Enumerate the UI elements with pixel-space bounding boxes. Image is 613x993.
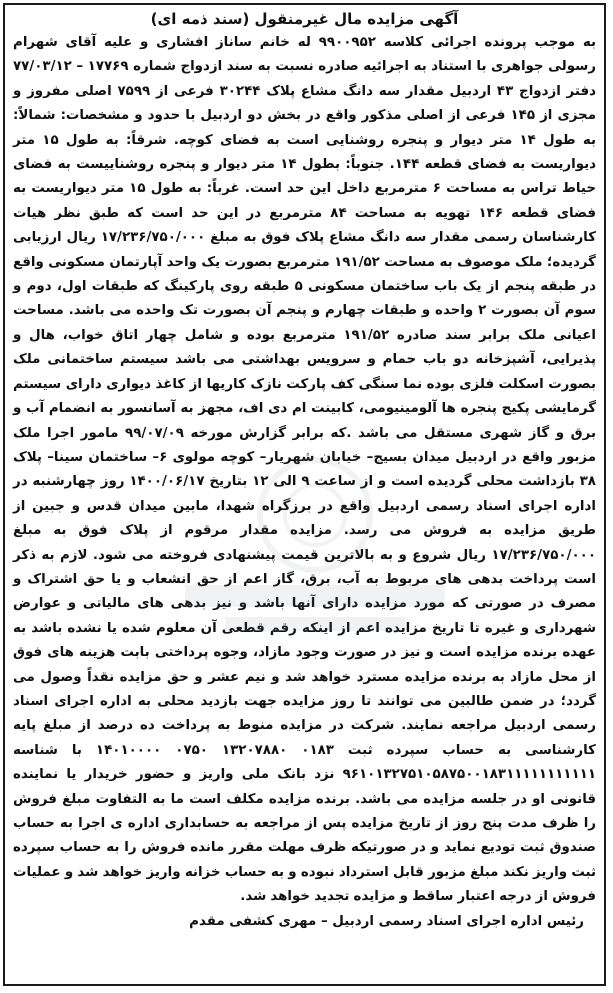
notice-title: آگهی مزایده مال غیرمنقول (سند ذمه ای) (150, 10, 459, 28)
notice-body: به موجب پرونده اجرائی کلاسه ۹۹۰۰۹۵۲ له خانم ساناز افشاری و علیه آقای شهرام رسولی جواهری با استناد به اجرائیه صادره نسبت به سند ازدواج شماره ۱۷۷۶۹ – ۷۷/۰۳/۱۲ دفتر ازدواج ۴۳ اردبیل مقدار سه دانگ مشاع پلاک ۳۰۲۴۴ فرعی از ۷۵۹۹ اصلی مفروز و مجزی از ۱۴۵ فرعی از اصلی مذکور واقع در بخش دو اردبیل با حدود و مشخصات: شمالاً: به طول ۱۴ متر دیوار و پنجره روشنایی است به فضای کوچه. شرقاً: به طول ۱۵ متر دیواریست به فضای قطعه ۱۴۴. جنوباً: بطول ۱۴ متر دیوار و پنجره روشناییست به فضای حیاط تراس به مساحت ۶ مترمربع داخل این حد است. غرباً: به طول ۱۵ متر دیواریست به فضای قطعه ۱۴۶ تهویه به مساحت ۸۴ مترمربع در این حد است که طبق نظر هیات کارشناسان رسمی مقدار سه دانگ مشاع پلاک فوق به مبلغ ۱۷/۲۳۶/۷۵۰/۰۰۰ ریال ارزیابی گردیده؛ ملک موصوف به مساحت ۱۹۱/۵۲ مترمربع بصورت یک واحد آپارتمان مسکونی واقع در طبقه پنجم از یک باب ساختمان مسکونی ۵ طبقه روی پارکینگ که طبقات اول، دوم و سوم آن بصورت ۲ واحده و طبقات چهارم و پنجم آن بصورت تک واحده می باشد. مساحت اعیانی ملک برابر سند صادره ۱۹۱/۵۲ مترمربع بوده و شامل چهار اتاق خواب، هال و پذیرایی، آشپزخانه دو باب حمام و سرویس بهداشتی می باشد سیستم ساختمانی ملک بصورت اسکلت فلزی بوده نما سنگی کف پارکت نازک کاریها از کاغذ دیواری دارای سیستم گرمایشی پکیج پنجره ها آلومینیومی، کابینت ام دی اف، مجهز به آسانسور به انضمام آب و برق و گاز شهری مستقل می باشد .که برابر گزارش مورخه ۹۹/۰۷/۰۹ مامور اجرا ملک مزبور واقع در اردبیل میدان بسیج– خیابان شهریار– کوچه مولوی ۶– ساختمان سینا– پلاک ۳۸ بازداشت محلی گردیده است و از ساعت ۹ الی ۱۲ بتاریخ ۱۴۰۰/۰۶/۱۷ روز چهارشنبه در اداره اجرای اسناد رسمی اردبیل واقع در برزگراه شهدا، مابین میدان قدس و جبین از طریق مزایده به فروش می رسد. مزایده مقدار مرقوم از پلاک فوق به مبلغ ۱۷/۲۳۶/۷۵۰/۰۰۰ ریال شروع و به بالاترین قیمت پیشنهادی فروخته می شود. لازم به ذکر است پرداخت بدهی های مربوط به آب، برق، گاز اعم از حق انشعاب و یا حق اشتراک و مصرف در صورتی که مورد مزایده دارای آنها باشد و نیز بدهی های مالیاتی و عوارض شهرداری و غیره تا تاریخ مزایده اعم از اینکه رقم قطعی آن معلوم شده یا نشده باشد به عهده برنده مزایده است و نیز در صورت وجود مازاد، وجوه پرداختی بابت هزینه های فوق از محل مازاد به برنده مزایده مسترد خواهد شد و نیم عشر و حق مزایده نقداً وصول می گردد؛ در ضمن طالبین می توانند تا روز مزایده جهت بازدید محلی به اداره اجرای اسناد رسمی اردبیل مراجعه نمایند. شرکت در مزایده منوط به پرداخت ده درصد از مبلغ پایه کارشناسی به حساب سپرده ثبت ۰۱۸۳ ۱۳۲۰۷۸۸۰ ۰۷۵۰ ۱۴۰۱۰۰۰۰ با شناسه ۹۶۱۰۱۳۲۷۵۱۰۵۸۷۵۰۰۱۸۳۱۱۱۱۱۱۱۱۱۱۱ نزد بانک ملی واریز و حضور خریدار یا نماینده قانونی او در جلسه مزایده می باشد. برنده مزایده مکلف است ما به التفاوت مبلغ فروش را ظرف مدت پنج روز از تاریخ مزایده پس از مراجعه به حسابداری اداره ی اجرا به حساب صندوق ثبت تودیع نماید و در صورتیکه ظرف مهلت مقرر مانده فروش را به حساب سپرده ثبت واریز نکند مبلغ مزبور قابل استرداد نبوده و به حساب خزانه واریز خواهد شد و عملیات فروش از درجه اعتبار ساقط و مزایده تجدید خواهد شد. (13, 35, 597, 905)
notice-signature: رئیس اداره اجرای اسناد رسمی اردبیل – مهری کشفی مقدم (189, 913, 584, 929)
auction-notice (3, 3, 606, 986)
